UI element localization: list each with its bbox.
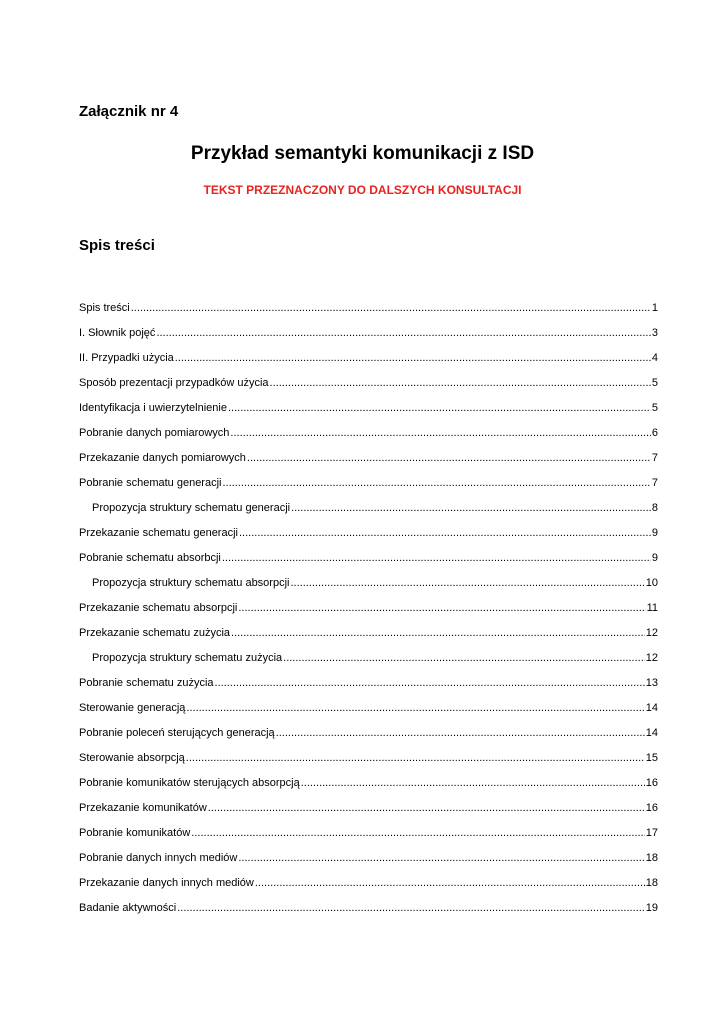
- toc-dot-leader: [222, 548, 651, 568]
- toc-entry-page: 12: [645, 652, 658, 664]
- toc-dot-leader: [215, 673, 645, 693]
- toc-entry-page: 9: [651, 552, 658, 564]
- toc-entry[interactable]: [79, 748, 658, 773]
- toc-entry[interactable]: [79, 823, 658, 848]
- toc-entry[interactable]: [79, 798, 658, 823]
- toc-dot-leader: [186, 748, 645, 768]
- toc-entry-label: Przekazanie schematu zużycia: [79, 627, 231, 639]
- toc-dot-leader: [177, 898, 645, 918]
- toc-dot-leader: [276, 723, 645, 743]
- toc-entry[interactable]: [79, 348, 658, 373]
- toc-entry-page: 13: [645, 677, 658, 689]
- toc-entry-page: 3: [651, 327, 658, 339]
- toc-entry-page: 18: [645, 877, 658, 889]
- toc-dot-leader: [191, 823, 644, 843]
- consultation-notice: TEKST PRZEZNACZONY DO DALSZYCH KONSULTACJI: [203, 183, 522, 197]
- toc-entry-page: 5: [651, 402, 658, 414]
- toc-entry-page: 4: [651, 352, 658, 364]
- toc-dot-leader: [291, 498, 651, 518]
- toc-entry[interactable]: [79, 548, 658, 573]
- toc-dot-leader: [186, 698, 644, 718]
- toc-dot-leader: [301, 773, 645, 793]
- toc-entry-label: Propozycja struktury schematu generacji: [92, 502, 291, 514]
- toc-entry-label: Propozycja struktury schematu zużycia: [92, 652, 283, 664]
- toc-dot-leader: [270, 373, 651, 393]
- toc-entry-label: Sterowanie generacją: [79, 702, 186, 714]
- toc-entry-label: Sposób prezentacji przypadków użycia: [79, 377, 269, 389]
- toc-entry-label: Pobranie komunikatów sterujących absorpcją: [79, 777, 300, 789]
- toc-entry[interactable]: [79, 448, 658, 473]
- toc-entry[interactable]: [79, 723, 658, 748]
- toc-entry[interactable]: [79, 423, 658, 448]
- toc-dot-leader: [222, 473, 650, 493]
- toc-entry[interactable]: [79, 698, 658, 723]
- toc-entry-page: 19: [645, 902, 658, 914]
- toc-entry-label: Propozycja struktury schematu absorpcji: [92, 577, 290, 589]
- toc-entry[interactable]: [79, 473, 658, 498]
- toc-entry[interactable]: [79, 523, 658, 548]
- toc-entry-label: Pobranie komunikatów: [79, 827, 191, 839]
- toc-entry[interactable]: [79, 598, 658, 623]
- toc-entry-page: 11: [646, 602, 658, 614]
- toc-entry-label: Przekazanie komunikatów: [79, 802, 207, 814]
- toc-entry-label: II. Przypadki użycia: [79, 352, 174, 364]
- document-title: Przykład semantyki komunikacji z ISD: [190, 143, 535, 164]
- toc-entry-page: 16: [645, 802, 658, 814]
- toc-entry-page: 10: [645, 577, 658, 589]
- toc-entry-page: 9: [651, 527, 658, 539]
- toc-entry-label: Spis treści: [79, 302, 130, 314]
- toc-entry-label: Przekazanie danych pomiarowych: [79, 452, 246, 464]
- toc-dot-leader: [208, 798, 645, 818]
- toc-entry-page: 8: [651, 502, 658, 514]
- toc-entry-page: 1: [651, 302, 658, 314]
- table-of-contents: [79, 298, 658, 923]
- toc-entry-page: 7: [651, 477, 658, 489]
- toc-dot-leader: [156, 323, 650, 343]
- toc-entry-page: 17: [645, 827, 658, 839]
- toc-dot-leader: [255, 873, 645, 893]
- toc-entry-label: Przekazanie danych innych mediów: [79, 877, 254, 889]
- toc-dot-leader: [131, 298, 651, 318]
- toc-entry[interactable]: [79, 773, 658, 798]
- toc-entry-label: Pobranie schematu absorbcji: [79, 552, 221, 564]
- toc-dot-leader: [283, 648, 645, 668]
- toc-entry-page: 16: [645, 777, 658, 789]
- toc-dot-leader: [290, 573, 644, 593]
- toc-entry-page: 18: [645, 852, 658, 864]
- toc-entry-page: 14: [645, 727, 658, 739]
- toc-dot-leader: [228, 398, 651, 418]
- toc-entry-label: Badanie aktywności: [79, 902, 177, 914]
- toc-entry[interactable]: [79, 398, 658, 423]
- toc-entry[interactable]: [79, 323, 658, 348]
- toc-entry-label: Pobranie schematu zużycia: [79, 677, 214, 689]
- toc-dot-leader: [247, 448, 651, 468]
- toc-entry[interactable]: [79, 873, 658, 898]
- toc-entry-label: Pobranie schematu generacji: [79, 477, 222, 489]
- toc-entry[interactable]: [79, 373, 658, 398]
- toc-entry-label: Pobranie danych innych mediów: [79, 852, 238, 864]
- toc-entry-label: Pobranie danych pomiarowych: [79, 427, 230, 439]
- toc-entry[interactable]: [79, 898, 658, 923]
- toc-entry-label: Pobranie poleceń sterujących generacją: [79, 727, 275, 739]
- toc-entry-page: 5: [651, 377, 658, 389]
- toc-entry-label: I. Słownik pojęć: [79, 327, 156, 339]
- toc-entry[interactable]: [79, 573, 658, 598]
- toc-dot-leader: [231, 623, 645, 643]
- toc-entry-page: 15: [645, 752, 658, 764]
- toc-dot-leader: [230, 423, 650, 443]
- annex-label: Załącznik nr 4: [79, 103, 179, 120]
- toc-dot-leader: [239, 523, 651, 543]
- toc-entry[interactable]: [79, 498, 658, 523]
- toc-entry-page: 14: [645, 702, 658, 714]
- toc-entry-label: Przekazanie schematu absorpcji: [79, 602, 238, 614]
- toc-entry[interactable]: [79, 298, 658, 323]
- toc-heading: Spis treści: [79, 237, 155, 254]
- toc-entry-label: Sterowanie absorpcją: [79, 752, 185, 764]
- toc-dot-leader: [175, 348, 651, 368]
- toc-entry-page: 6: [651, 427, 658, 439]
- toc-dot-leader: [238, 848, 644, 868]
- toc-dot-leader: [238, 598, 645, 618]
- toc-entry[interactable]: [79, 848, 658, 873]
- toc-entry[interactable]: [79, 623, 658, 648]
- toc-entry-page: 7: [651, 452, 658, 464]
- toc-entry-page: 12: [645, 627, 658, 639]
- toc-entry-label: Identyfikacja i uwierzytelnienie: [79, 402, 227, 414]
- toc-entry-label: Przekazanie schematu generacji: [79, 527, 238, 539]
- toc-entry[interactable]: [79, 673, 658, 698]
- toc-entry[interactable]: [79, 648, 658, 673]
